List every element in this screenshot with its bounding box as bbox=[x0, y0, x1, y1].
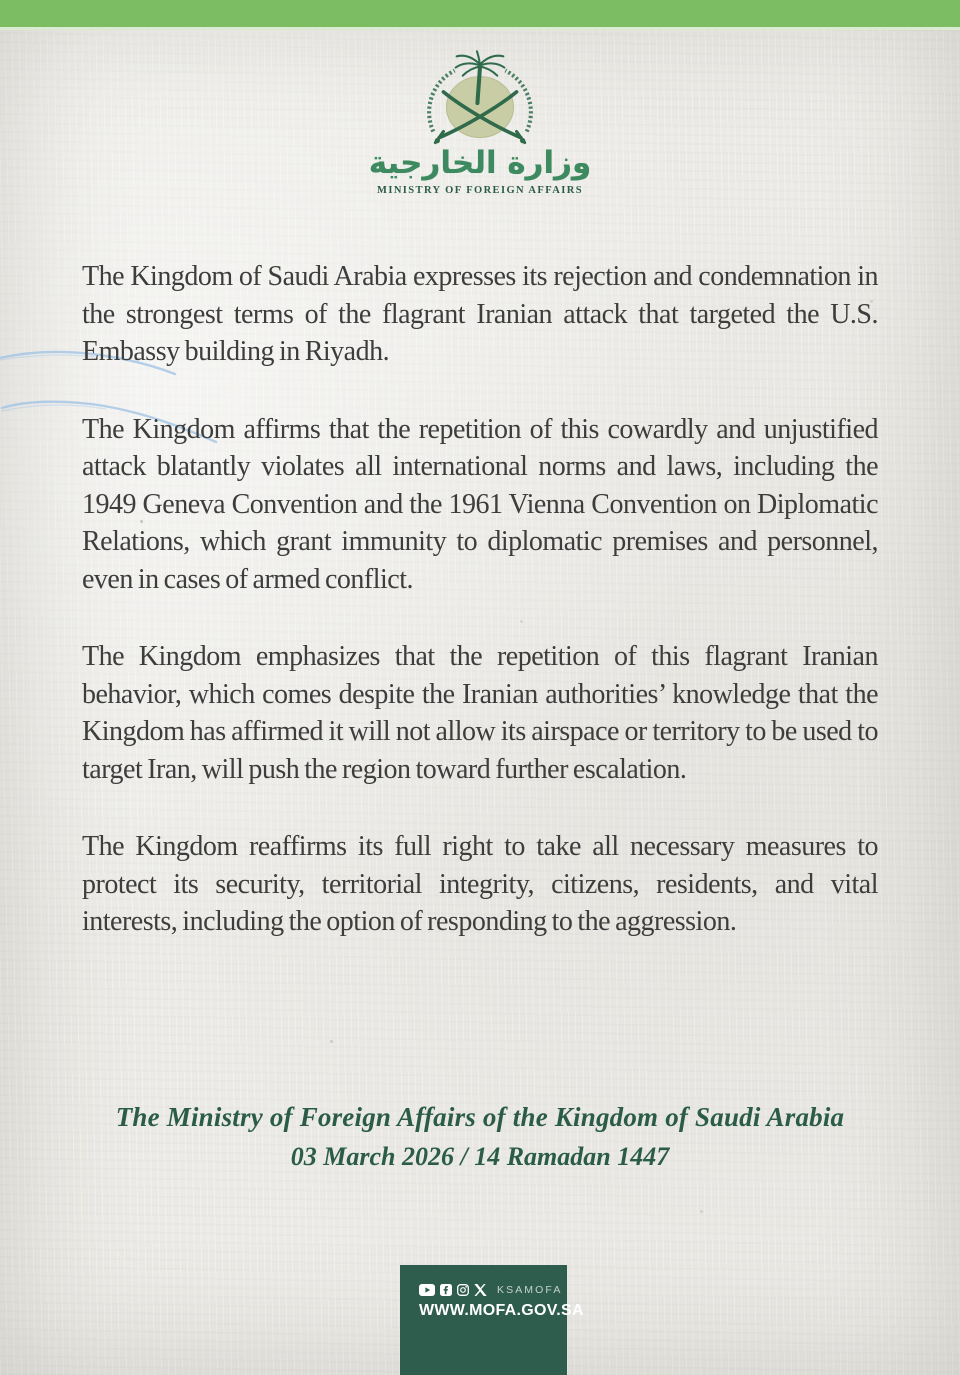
youtube-icon bbox=[419, 1284, 435, 1296]
signature-issuer: The Ministry of Foreign Affairs of the Kingdom of Saudi Arabia bbox=[115, 1102, 845, 1132]
footer-contact-box bbox=[400, 1265, 584, 1375]
statement-paragraph-2: The Kingdom affirms that the repetition of this cowardly and unjustified attack blatantly violates all international norms and laws, including the 1949 Geneva Convention and the 1961 Vienna Convention on Diplomatic Relations, which grant immunity to diplomatic premises and personnel, even in cases of armed conflict. bbox=[82, 413, 878, 595]
website-url: WWW.MOFA.GOV.SA bbox=[419, 1302, 584, 1319]
mofa-logo-block bbox=[0, 50, 960, 196]
instagram-icon bbox=[457, 1284, 469, 1296]
statement-paragraph-1: The Kingdom of Saudi Arabia expresses its rejection and condemnation in the strongest terms of the flagrant Iranian attack that targeted the U.S. Embassy building in Riyadh. bbox=[82, 261, 878, 367]
facebook-icon bbox=[440, 1284, 452, 1296]
dust-speck bbox=[700, 1210, 703, 1213]
x-icon bbox=[474, 1284, 487, 1296]
dust-speck bbox=[330, 1040, 333, 1043]
top-green-bar bbox=[0, 0, 960, 30]
statement-paragraph-4: The Kingdom reaffirms its full right to take all necessary measures to protect its security, territorial integrity, citizens, residents, and vital interests, including the option of responding to the aggression. bbox=[82, 831, 878, 937]
signature-block bbox=[0, 1102, 960, 1172]
mofa-emblem-icon bbox=[414, 50, 546, 148]
statement-paragraph-3: The Kingdom emphasizes that the repetition of this flagrant Iranian behavior, which comes despite the Iranian authorities’ knowledge that the Kingdom has affirmed it will not allow its airspace or territory to be used to target Iran, will push the region toward further escalation. bbox=[82, 641, 878, 785]
ministry-english-label: MINISTRY OF FOREIGN AFFAIRS bbox=[377, 185, 583, 197]
social-icons-row bbox=[419, 1282, 567, 1297]
signature-date: 03 March 2026 / 14 Ramadan 1447 bbox=[290, 1142, 670, 1171]
ministry-arabic-calligraphy: وزارة الخارجية bbox=[368, 145, 592, 181]
statement-body bbox=[82, 258, 878, 941]
social-handle: KSAMOFA bbox=[497, 1283, 563, 1296]
